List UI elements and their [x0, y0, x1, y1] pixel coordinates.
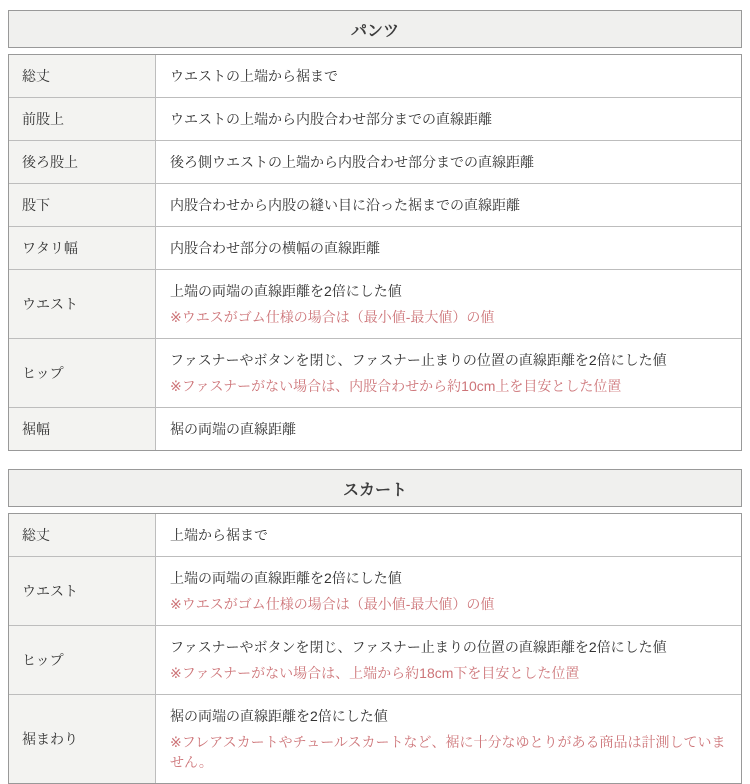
table-row: [9, 140, 741, 183]
measurement-note: ※フレアスカートやチュールスカートなど、裾に十分なゆとりがある商品は計測していません。: [170, 734, 726, 770]
measurement-description-cell: [156, 227, 741, 269]
measurement-label: ワタリ幅: [9, 227, 156, 269]
measurement-description: 後ろ側ウエストの上端から内股合わせ部分までの直線距離: [170, 154, 534, 170]
measurement-description-cell: [156, 626, 741, 694]
measurement-description: 上端の両端の直線距離を2倍にした値: [170, 570, 402, 586]
table-row: [9, 269, 741, 338]
measurement-label: ウエスト: [9, 557, 156, 625]
table-body: [8, 513, 742, 784]
measurement-description-cell: [156, 98, 741, 140]
measurement-description-cell: [156, 514, 741, 556]
measurement-description: ウエストの上端から内股合わせ部分までの直線距離: [170, 111, 492, 127]
measurement-label: 股下: [9, 184, 156, 226]
table-row: [9, 694, 741, 783]
measurement-label: 総丈: [9, 55, 156, 97]
table-title: スカート: [8, 469, 742, 507]
size-guide-tables: [8, 10, 742, 784]
measurement-label: ヒップ: [9, 626, 156, 694]
measurement-table: [8, 469, 742, 784]
measurement-description: 内股合わせから内股の縫い目に沿った裾までの直線距離: [170, 197, 520, 213]
measurement-description: 裾の両端の直線距離を2倍にした値: [170, 708, 388, 724]
measurement-note: ※ファスナーがない場合は、内股合わせから約10cm上を目安とした位置: [170, 378, 622, 394]
measurement-label: 裾まわり: [9, 695, 156, 783]
measurement-description-cell: [156, 141, 741, 183]
table-row: [9, 556, 741, 625]
measurement-description-cell: [156, 408, 741, 450]
table-row: [9, 183, 741, 226]
measurement-description-cell: [156, 55, 741, 97]
measurement-description-cell: [156, 184, 741, 226]
measurement-note: ※ファスナーがない場合は、上端から約18cm下を目安とした位置: [170, 665, 580, 681]
measurement-description: 裾の両端の直線距離: [170, 421, 296, 437]
table-row: [9, 625, 741, 694]
table-row: [9, 226, 741, 269]
measurement-description: ウエストの上端から裾まで: [170, 68, 338, 84]
table-body: [8, 54, 742, 451]
measurement-table: [8, 10, 742, 451]
measurement-description: ファスナーやボタンを閉じ、ファスナー止まりの位置の直線距離を2倍にした値: [170, 639, 667, 655]
measurement-label: ウエスト: [9, 270, 156, 338]
measurement-note: ※ウエスがゴム仕様の場合は（最小値-最大値）の値: [170, 309, 495, 325]
measurement-note: ※ウエスがゴム仕様の場合は（最小値-最大値）の値: [170, 596, 495, 612]
table-row: [9, 514, 741, 556]
measurement-label: ヒップ: [9, 339, 156, 407]
table-row: [9, 407, 741, 450]
table-row: [9, 55, 741, 97]
measurement-description-cell: [156, 557, 741, 625]
table-row: [9, 97, 741, 140]
measurement-label: 後ろ股上: [9, 141, 156, 183]
measurement-description-cell: [156, 695, 741, 783]
measurement-description: 上端の両端の直線距離を2倍にした値: [170, 283, 402, 299]
measurement-description-cell: [156, 339, 741, 407]
measurement-label: 裾幅: [9, 408, 156, 450]
table-row: [9, 338, 741, 407]
measurement-description: ファスナーやボタンを閉じ、ファスナー止まりの位置の直線距離を2倍にした値: [170, 352, 667, 368]
measurement-label: 総丈: [9, 514, 156, 556]
measurement-description: 内股合わせ部分の横幅の直線距離: [170, 240, 380, 256]
measurement-description-cell: [156, 270, 741, 338]
measurement-label: 前股上: [9, 98, 156, 140]
measurement-description: 上端から裾まで: [170, 527, 268, 543]
table-title: パンツ: [8, 10, 742, 48]
